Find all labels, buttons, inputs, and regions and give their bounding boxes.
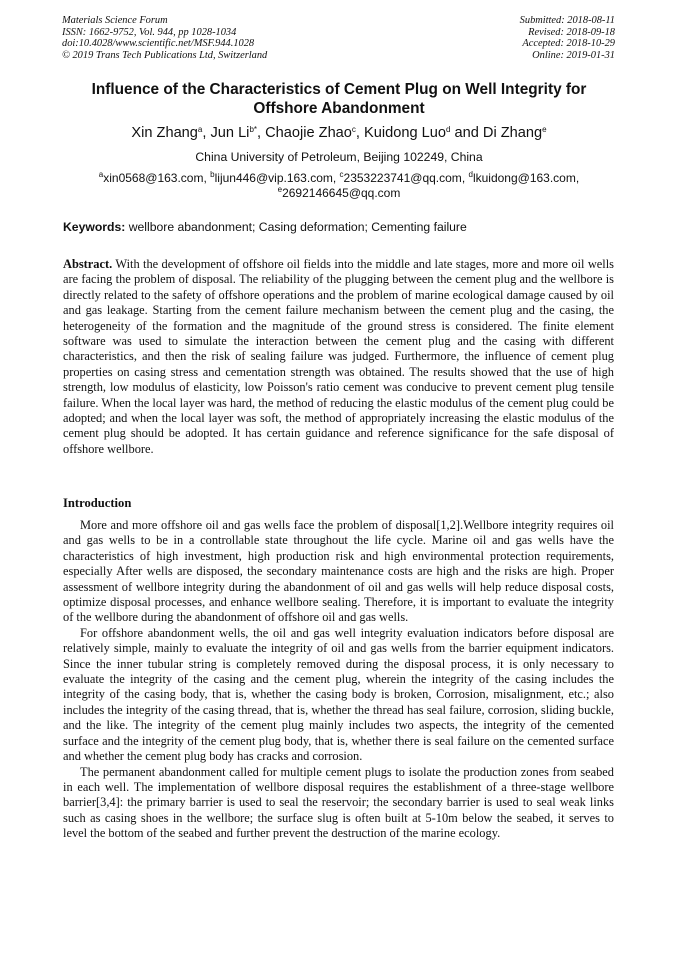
email-superscript: b [210,170,215,179]
abstract [63,257,614,457]
date-online: Online: 2019-01-31 [532,49,615,61]
email-address[interactable]: lijun446@vip.163.com [214,171,333,185]
author-superscript: e [542,125,547,134]
email-separator: , [332,171,340,185]
author-name: Jun Li [210,125,250,141]
abstract-text: With the development of offshore oil fields into the middle and late stages, more and more oil wells are facing the problem of disposal. The reliability of the plugging between the cement plug and the wellbore is directly related to the safety of offshore operations and the problem of marine ecological damage caused by oil and gas leakage. Starting from the cement failure mechanism between the cement plug and the casing, the heterogeneity of the formation and the magnitude of the ground stress is considered. The finite element software was used to simulate the interaction between the cement plug and the casing with different characteristics, and then the risk of sealing failure was judged. Furthermore, the influence of cement plug properties on casing stress and cementation strength was obtained. The results showed that the use of high strength, low modulus of elasticity, low Poisson's ratio cement was conducive to prevent cement plug tensile failure. When the local layer was hard, the method of reducing the elastic modulus of the cement plug could be adopted; and when the local layer was soft, the method of appropriately increasing the elastic modulus of the cement plug should be adopted. It has certain guidance and reference significance for the safe disposal of offshore wellbore. [63,257,615,456]
keywords-text: wellbore abandonment; Casing deformation; Cementing failure [128,220,467,234]
author-separator: , [257,125,266,141]
email-address[interactable]: 2353223741@qq.com [343,171,462,185]
affiliation: China University of Petroleum, Beijing 102249, China [195,150,483,164]
email-separator: , [575,171,580,185]
journal-info [62,15,267,61]
section-heading-introduction: Introduction [63,496,132,510]
journal-issn: ISSN: 1662-9752, Vol. 944, pp 1028-1034 [62,26,237,38]
author-separator: and [450,125,483,141]
author-name: Chaojie Zhao [265,125,352,141]
paper-title: Influence of the Characteristics of Cement Plug on Well Integrity for Offshore Abandonment [91,81,587,117]
author-superscript: a [197,125,203,134]
keywords-label: Keywords: [63,220,126,234]
journal-doi: doi:10.4028/www.scientific.net/MSF.944.1028 [62,38,255,49]
email-list [60,171,618,201]
author-superscript: d [446,125,451,134]
date-submitted: Submitted: 2018-08-11 [519,15,615,26]
journal-copyright: © 2019 Trans Tech Publications Ltd, Switzerland [62,49,268,61]
date-revised: Revised: 2018-09-18 [528,26,615,38]
abstract-label: Abstract. [63,257,113,271]
email-superscript: c [339,170,344,179]
author-name: Xin Zhang [131,125,198,141]
keywords [63,220,615,235]
email-address[interactable]: xin0568@163.com [103,171,204,185]
paragraph: For offshore abandonment wells, the oil and gas well integrity evaluation indicators before disposal are relatively simple, mainly to evaluate the integrity of oil and gas wells from the barrier equipment indicators. Since the inner tubular string is completely removed during the disposal process, it is only necessary to evaluate the integrity of the casing and the cement plug, wherein the integrity of the casing includes the integrity of the casing body, that is, whether the casing body is broken, Corrosion, misalignment, etc.; also includes the integrity of the casing thread, that is, whether the thread has seal failure, corrosion, sliding buckle, and the like. The integrity of the cement plug mainly includes two aspects, the integrity of the cemented surface and the integrity of the cement plug body, that is, whether there is seal failure on the cemented surface and whether the cement plug body has cracks and corrosion. [63,625,614,764]
author-name: Kuidong Luo [364,125,446,141]
email-separator: , [203,171,211,185]
author-separator: , [202,125,211,141]
email-superscript: e [277,185,283,194]
author-list [60,124,618,142]
publication-dates [520,15,615,61]
author-superscript: c [351,125,356,134]
journal-name: Materials Science Forum [62,15,168,26]
email-superscript: d [468,170,473,179]
email-superscript: a [98,170,104,179]
paragraph: More and more offshore oil and gas wells face the problem of disposal[1,2].Wellbore integrity requires oil and gas wells to be in a controllable state throughout the life cycle. Marine oil and gas wells have the characteristics of high investment, high production risk and high environmental protection requirements, especially After wells are disposed, the secondary maintenance costs are high and the risks are high. Proper assessment of wellbore integrity during the abandonment of oil and gas wells will help reduce disposal costs, optimize disposal processes, and enhance wellbore sealing. Therefore, it is important to evaluate the integrity of the wellbore during the abandonment of offshore oil and gas wells. [63,518,614,625]
author-name: Di Zhang [482,125,543,141]
introduction-body [63,518,614,842]
author-separator: , [355,125,365,141]
paragraph: The permanent abandonment called for multiple cement plugs to isolate the production zones from seabed in each well. The implementation of wellbore disposal requires the establishment of a three-stage wellbore barrier[3,4]: the primary barrier is used to seal the reservoir; the secondary barrier is used to seal weak links such as casing shoes in the wellbore; the surface slug is often built at 5-10m below the seabed, it serves to level the bottom of the seabed and further prevent the destruction of the marine ecology. [63,764,614,841]
email-separator: , [461,171,469,185]
author-superscript: b* [249,125,257,134]
email-address[interactable]: lkuidong@163.com [472,171,576,185]
date-accepted: Accepted: 2018-10-29 [522,38,615,49]
email-address[interactable]: 2692146645@qq.com [282,186,401,200]
